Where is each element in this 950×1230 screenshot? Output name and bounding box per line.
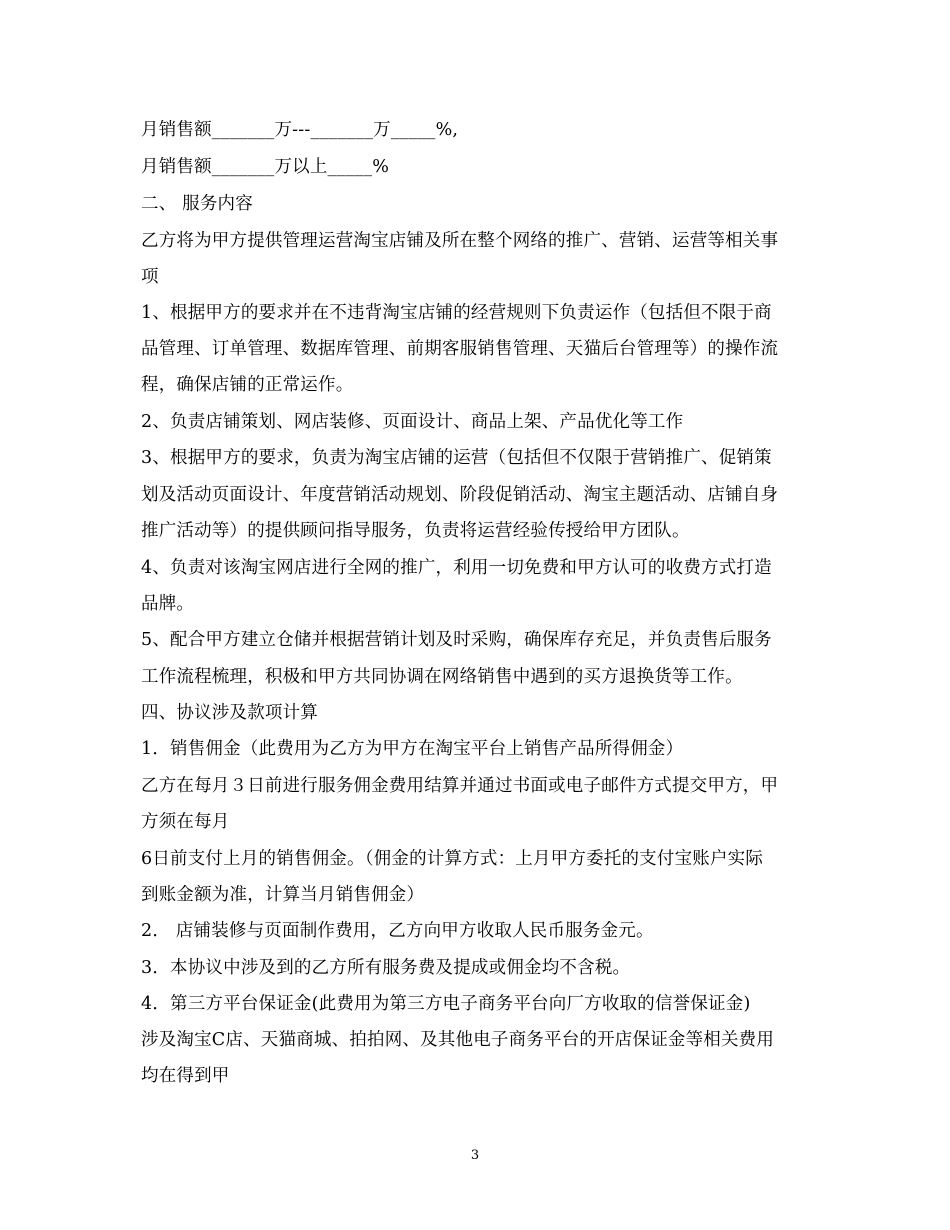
text-line: 6日前支付上月的销售佣金。（佣金的计算方式：上月甲方委托的支付宝账户实际 [141, 849, 764, 869]
text-line: 推广活动等）的提供顾问指导服务，负责将运营经验传授给甲方团队。 [141, 521, 690, 541]
text-line: 程，确保店铺的正常运作。 [141, 375, 354, 395]
text-line: 3．本协议中涉及到的乙方所有服务费及提成或佣金均不含税。 [141, 958, 631, 978]
text-line: 乙方在每月３日前进行服务佣金费用结算并通过书面或电子邮件方式提交甲方，甲 [141, 776, 779, 796]
text-line: 项 [141, 267, 159, 287]
text-line: 方须在每月 [141, 812, 230, 832]
text-line: 到账金额为准，计算当月销售佣金） [141, 885, 425, 905]
text-line: 5、配合甲方建立仓储并根据营销计划及时采购，确保库存充足，并负责售后服务 [141, 630, 772, 650]
text-line: 品牌。 [141, 594, 195, 614]
text-line: 均在得到甲 [141, 1066, 230, 1086]
text-line: 乙方将为甲方提供管理运营淘宝店铺及所在整个网络的推广、营销、运营等相关事 [141, 231, 779, 251]
text-line: 品管理、订单管理、数据库管理、前期客服销售管理、天猫后台管理等）的操作流 [141, 339, 779, 359]
text-line: 3、根据甲方的要求，负责为淘宝店铺的运营（包括但不仅限于营销推广、促销策 [141, 448, 772, 468]
text-line: 月销售额_______万以上_____% [141, 157, 390, 177]
text-line: 工作流程梳理，积极和甲方共同协调在网络销售中遇到的买方退换货等工作。 [141, 667, 743, 687]
text-line: 4、负责对该淘宝网店进行全网的推广，利用一切免费和甲方认可的收费方式打造 [141, 558, 772, 578]
text-line: 4．第三方平台保证金(此费用为第三方电子商务平台向厂方收取的信誉保证金) [141, 994, 751, 1014]
text-line: 2、负责店铺策划、网店装修、页面设计、商品上架、产品优化等工作 [141, 412, 684, 432]
page-number: 3 [470, 1148, 480, 1163]
section-heading: 二、 服务内容 [141, 194, 253, 214]
text-line: 涉及淘宝C店、天猫商城、拍拍网、及其他电子商务平台的开店保证金等相关费用 [141, 1030, 775, 1050]
text-line: 划及活动页面设计、年度营销活动规划、阶段促销活动、淘宝主题活动、店铺自身 [141, 485, 779, 505]
text-line: 1．销售佣金（此费用为乙方为甲方在淘宝平台上销售产品所得佣金） [141, 739, 684, 759]
text-line: 2． 店铺装修与页面制作费用，乙方向甲方收取人民币服务金元。 [141, 921, 654, 941]
text-line: 月销售额_______万---_______万_____%, [141, 120, 459, 140]
section-heading: 四、协议涉及款项计算 [141, 703, 318, 723]
text-line: 1、根据甲方的要求并在不违背淘宝店铺的经营规则下负责运作（包括但不限于商 [141, 303, 772, 323]
